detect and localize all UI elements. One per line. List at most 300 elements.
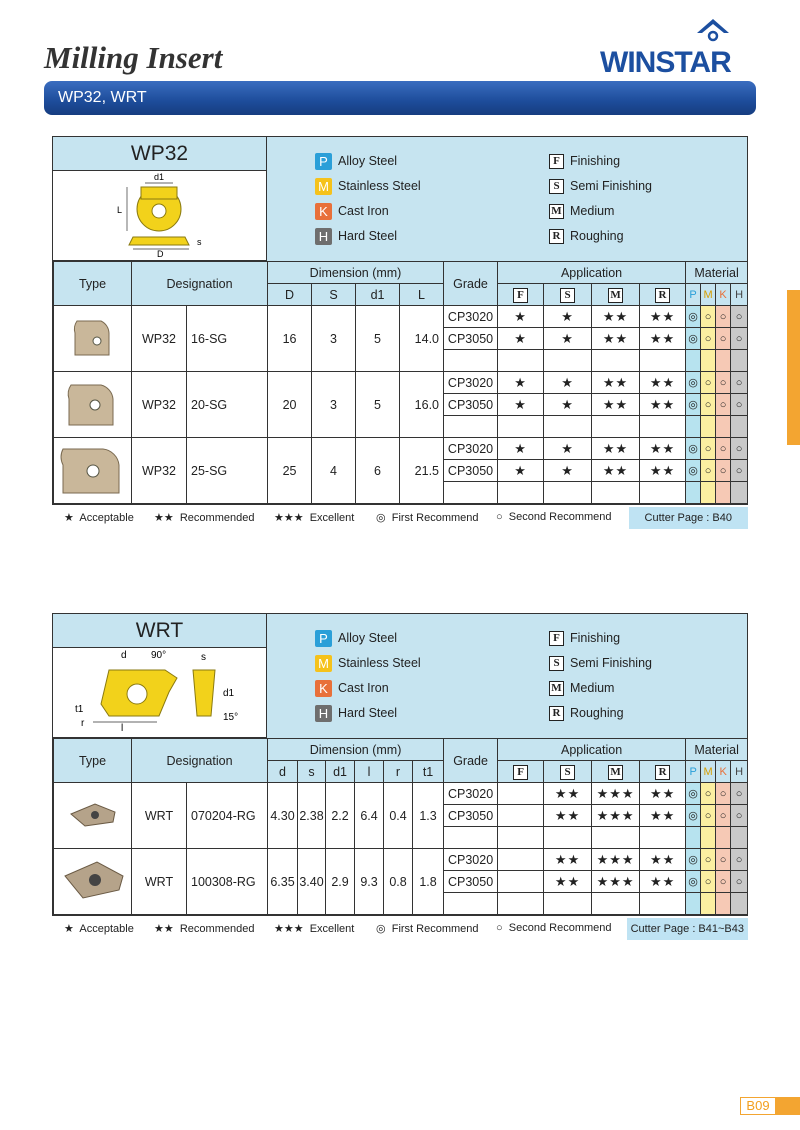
application-s-icon: S xyxy=(549,656,564,671)
empty-cell xyxy=(701,416,716,438)
app-header-m xyxy=(592,284,640,306)
legend-label: Acceptable xyxy=(79,923,134,935)
code-cell: 20-SG xyxy=(187,372,268,438)
legend-application-m xyxy=(549,678,614,698)
empty-cell xyxy=(592,893,640,915)
legend-label: Hard Steel xyxy=(338,229,398,243)
grade-cell: CP3020 xyxy=(444,783,498,805)
mat-cell: ○ xyxy=(716,394,731,416)
mat-cell: ○ xyxy=(701,438,716,460)
mat-cell: ○ xyxy=(731,460,748,482)
app-cell: ★★ xyxy=(592,394,640,416)
material-m-badge: M xyxy=(315,655,332,672)
grade-cell: CP3020 xyxy=(444,306,498,328)
series-cell: WRT xyxy=(132,849,187,915)
wp32-symbol-legend xyxy=(52,507,748,529)
mat-cell: ◎ xyxy=(686,372,701,394)
legend-label: Medium xyxy=(570,204,615,218)
wp32-technical-drawing xyxy=(53,171,267,261)
legend-application-r xyxy=(549,226,624,246)
empty-cell xyxy=(686,416,701,438)
legend-label: Semi Finishing xyxy=(570,179,652,193)
dim-cell: 6 xyxy=(356,438,400,504)
mat-header-h: H xyxy=(731,284,748,306)
app-header-r xyxy=(640,284,686,306)
app-header-s xyxy=(544,761,592,783)
app-header-f xyxy=(498,284,544,306)
wrt-drawing-l-label: l xyxy=(121,723,124,734)
dim-header: L xyxy=(400,284,444,306)
mat-cell: ○ xyxy=(731,306,748,328)
empty-cell xyxy=(731,482,748,504)
app-cell: ★ xyxy=(544,394,592,416)
dim-cell: 3 xyxy=(312,306,356,372)
code-cell: 25-SG xyxy=(187,438,268,504)
dim-cell: 16.0 xyxy=(400,372,444,438)
insert-photo-070204rg xyxy=(54,783,132,849)
legend-first-recommend xyxy=(376,922,479,935)
legend-material-m xyxy=(315,653,421,673)
mat-cell: ◎ xyxy=(686,460,701,482)
material-p-badge: P xyxy=(315,153,332,170)
header-dimension: Dimension (mm) xyxy=(268,739,444,761)
legend-label: Finishing xyxy=(570,631,621,645)
mat-cell: ○ xyxy=(731,372,748,394)
application-m-icon: M xyxy=(608,765,623,780)
wrt-drawing-r-label: r xyxy=(81,718,85,729)
empty-cell xyxy=(701,482,716,504)
legend-label: Roughing xyxy=(570,229,624,243)
app-cell: ★ xyxy=(498,306,544,328)
legend-label: First Recommend xyxy=(391,512,479,524)
mat-cell: ○ xyxy=(701,460,716,482)
dim-header: d xyxy=(268,761,298,783)
dim-header: s xyxy=(298,761,326,783)
app-cell: ★★★ xyxy=(592,871,640,893)
mat-cell: ○ xyxy=(716,849,731,871)
mat-header-m: M xyxy=(701,761,716,783)
legend-label: Stainless Steel xyxy=(338,656,421,670)
legend-label: Alloy Steel xyxy=(338,154,398,168)
mat-cell: ○ xyxy=(716,328,731,350)
grade-cell: CP3020 xyxy=(444,372,498,394)
header-designation: Designation xyxy=(132,739,268,783)
header-grade: Grade xyxy=(444,262,498,306)
empty-cell xyxy=(716,482,731,504)
empty-cell xyxy=(731,827,748,849)
app-cell xyxy=(498,849,544,871)
wrt-drawing-t1-label: t1 xyxy=(75,704,84,715)
app-header-r xyxy=(640,761,686,783)
mat-cell: ◎ xyxy=(686,849,701,871)
dim-cell: 2.2 xyxy=(326,783,355,849)
legend-label: Recommended xyxy=(179,512,255,524)
app-cell: ★ xyxy=(544,460,592,482)
empty-cell xyxy=(701,350,716,372)
legend-excellent xyxy=(274,922,354,935)
app-cell: ★★ xyxy=(640,849,686,871)
wrt-drawing-d-label: d xyxy=(121,650,127,661)
three-stars-icon: ★★★ xyxy=(274,923,304,935)
legend-application-m xyxy=(549,201,614,221)
empty-cell xyxy=(701,827,716,849)
empty-cell xyxy=(444,482,498,504)
two-stars-icon: ★★ xyxy=(154,512,174,524)
grade-cell: CP3020 xyxy=(444,849,498,871)
empty-cell xyxy=(498,893,544,915)
table-row xyxy=(54,849,748,871)
series-cell: WP32 xyxy=(132,438,187,504)
legend-material-k xyxy=(315,201,389,221)
empty-cell xyxy=(640,893,686,915)
empty-cell xyxy=(592,416,640,438)
double-circle-icon: ◎ xyxy=(376,923,386,935)
app-header-m xyxy=(592,761,640,783)
section-banner: WP32, WRT xyxy=(44,81,756,115)
application-s-icon: S xyxy=(560,765,575,780)
series-cell: WP32 xyxy=(132,372,187,438)
empty-cell xyxy=(731,350,748,372)
dim-cell: 1.8 xyxy=(413,849,444,915)
app-cell: ★ xyxy=(544,438,592,460)
header-application: Application xyxy=(498,262,686,284)
empty-cell xyxy=(444,893,498,915)
material-p-badge: P xyxy=(315,630,332,647)
legend-recommended xyxy=(154,922,254,935)
application-r-icon: R xyxy=(549,706,564,721)
chapter-tab xyxy=(787,290,800,445)
empty-cell xyxy=(731,416,748,438)
app-cell: ★★ xyxy=(592,306,640,328)
legend-label: Excellent xyxy=(309,923,355,935)
wp32-drawing-s-label: s xyxy=(197,237,202,247)
wrt-drawing-15-label: 15° xyxy=(223,712,239,723)
app-cell: ★★ xyxy=(640,783,686,805)
material-h-badge: H xyxy=(315,705,332,722)
app-cell: ★ xyxy=(544,372,592,394)
dim-cell: 6.35 xyxy=(268,849,298,915)
winstar-logo xyxy=(600,18,760,79)
app-cell: ★★★ xyxy=(592,849,640,871)
code-cell: 100308-RG xyxy=(187,849,268,915)
app-cell: ★★ xyxy=(592,372,640,394)
application-m-icon: M xyxy=(549,204,564,219)
grade-cell: CP3050 xyxy=(444,328,498,350)
empty-cell xyxy=(444,416,498,438)
application-s-icon: S xyxy=(560,288,575,303)
legend-material-p xyxy=(315,628,397,648)
legend-label: Second Recommend xyxy=(508,511,612,523)
app-cell: ★ xyxy=(544,328,592,350)
header-material: Material xyxy=(686,739,748,761)
legend-label: Stainless Steel xyxy=(338,179,421,193)
mat-cell: ○ xyxy=(701,394,716,416)
empty-cell xyxy=(640,827,686,849)
empty-cell xyxy=(640,482,686,504)
mat-header-k: K xyxy=(716,284,731,306)
legend-material-h xyxy=(315,226,397,246)
app-cell: ★ xyxy=(498,372,544,394)
table-row xyxy=(54,306,748,328)
app-cell: ★★ xyxy=(592,438,640,460)
empty-cell xyxy=(716,416,731,438)
app-cell: ★ xyxy=(498,438,544,460)
dim-cell: 3 xyxy=(312,372,356,438)
dim-header: S xyxy=(312,284,356,306)
application-r-icon: R xyxy=(655,288,670,303)
empty-cell xyxy=(686,827,701,849)
app-cell: ★★ xyxy=(640,394,686,416)
app-cell: ★★ xyxy=(640,871,686,893)
wrt-drawing-90-label: 90° xyxy=(151,650,167,661)
table-row xyxy=(54,783,748,805)
circle-icon: ○ xyxy=(496,922,503,934)
mat-cell: ◎ xyxy=(686,805,701,827)
mat-cell: ○ xyxy=(701,849,716,871)
wp32-model-name: WP32 xyxy=(53,137,267,171)
app-cell: ★★ xyxy=(544,849,592,871)
application-f-icon: F xyxy=(549,631,564,646)
dim-cell: 3.40 xyxy=(298,849,326,915)
mat-cell: ○ xyxy=(701,328,716,350)
dim-header: r xyxy=(384,761,413,783)
mat-header-k: K xyxy=(716,761,731,783)
series-cell: WP32 xyxy=(132,306,187,372)
mat-cell: ○ xyxy=(716,306,731,328)
three-stars-icon: ★★★ xyxy=(274,512,304,524)
app-cell xyxy=(498,783,544,805)
code-cell: 16-SG xyxy=(187,306,268,372)
mat-cell: ○ xyxy=(731,871,748,893)
legend-application-s xyxy=(549,653,652,673)
table-row xyxy=(54,438,748,460)
app-cell: ★★ xyxy=(640,328,686,350)
material-k-badge: K xyxy=(315,680,332,697)
empty-cell xyxy=(731,893,748,915)
empty-cell xyxy=(544,350,592,372)
grade-cell: CP3050 xyxy=(444,871,498,893)
dim-cell: 4 xyxy=(312,438,356,504)
material-h-badge: H xyxy=(315,228,332,245)
mat-cell: ◎ xyxy=(686,328,701,350)
wp32-drawing-d1-label: d1 xyxy=(154,172,165,182)
star-icon: ★ xyxy=(64,512,74,524)
legend-material-p xyxy=(315,151,397,171)
app-header-s xyxy=(544,284,592,306)
insert-photo-20sg xyxy=(54,372,132,438)
legend-first-recommend xyxy=(376,511,479,524)
wp32-panel xyxy=(52,136,748,505)
dim-cell: 6.4 xyxy=(355,783,384,849)
wp32-panel-header xyxy=(53,137,747,261)
empty-cell xyxy=(686,350,701,372)
app-cell: ★ xyxy=(498,328,544,350)
app-cell xyxy=(498,805,544,827)
header-designation: Designation xyxy=(132,262,268,306)
header-application: Application xyxy=(498,739,686,761)
mat-cell: ◎ xyxy=(686,871,701,893)
mat-cell: ○ xyxy=(716,438,731,460)
wrt-cutter-page[interactable]: Cutter Page : B41~B43 xyxy=(627,918,748,940)
page-number-bar xyxy=(776,1097,800,1115)
wp32-section xyxy=(52,136,748,529)
app-cell: ★★ xyxy=(544,871,592,893)
dim-cell: 2.38 xyxy=(298,783,326,849)
dim-cell: 4.30 xyxy=(268,783,298,849)
legend-label: Second Recommend xyxy=(508,922,612,934)
legend-material-m xyxy=(315,176,421,196)
legend-label: Cast Iron xyxy=(338,204,389,218)
empty-cell xyxy=(498,482,544,504)
two-stars-icon: ★★ xyxy=(154,923,174,935)
empty-cell xyxy=(640,416,686,438)
legend-label: Excellent xyxy=(309,512,355,524)
app-cell: ★★ xyxy=(640,438,686,460)
dim-cell: 1.3 xyxy=(413,783,444,849)
mat-header-m: M xyxy=(701,284,716,306)
mat-cell: ○ xyxy=(716,372,731,394)
wp32-drawing-d-label: D xyxy=(157,249,164,259)
legend-label: Finishing xyxy=(570,154,621,168)
dim-header: D xyxy=(268,284,312,306)
empty-cell xyxy=(498,416,544,438)
empty-cell xyxy=(640,350,686,372)
header-type: Type xyxy=(54,262,132,306)
legend-application-s xyxy=(549,176,652,196)
legend-label: Medium xyxy=(570,681,615,695)
insert-photo-16sg xyxy=(54,306,132,372)
wrt-legend xyxy=(267,614,747,738)
grade-cell: CP3020 xyxy=(444,438,498,460)
app-cell: ★★ xyxy=(640,372,686,394)
legend-application-r xyxy=(549,703,624,723)
empty-cell xyxy=(544,482,592,504)
application-m-icon: M xyxy=(549,681,564,696)
legend-second-recommend xyxy=(496,511,612,523)
dim-header: l xyxy=(355,761,384,783)
code-cell: 070204-RG xyxy=(187,783,268,849)
star-icon: ★ xyxy=(64,923,74,935)
app-cell: ★ xyxy=(498,394,544,416)
legend-material-h xyxy=(315,703,397,723)
mat-header-p: P xyxy=(686,761,701,783)
header-dimension: Dimension (mm) xyxy=(268,262,444,284)
dim-header: t1 xyxy=(413,761,444,783)
empty-cell xyxy=(544,893,592,915)
mat-cell: ○ xyxy=(716,805,731,827)
application-m-icon: M xyxy=(608,288,623,303)
empty-cell xyxy=(444,350,498,372)
grade-cell: CP3050 xyxy=(444,805,498,827)
mat-cell: ○ xyxy=(716,460,731,482)
wrt-symbol-legend xyxy=(52,918,748,940)
wrt-panel-header xyxy=(53,614,747,738)
wrt-technical-drawing xyxy=(53,648,267,738)
application-r-icon: R xyxy=(549,229,564,244)
material-m-badge: M xyxy=(315,178,332,195)
insert-photo-100308rg xyxy=(54,849,132,915)
empty-cell xyxy=(686,482,701,504)
empty-cell xyxy=(498,350,544,372)
dim-cell: 14.0 xyxy=(400,306,444,372)
mat-header-h: H xyxy=(731,761,748,783)
page-number: B09 xyxy=(740,1097,776,1115)
dim-header: d1 xyxy=(356,284,400,306)
mat-cell: ○ xyxy=(731,849,748,871)
app-header-f xyxy=(498,761,544,783)
dim-cell: 21.5 xyxy=(400,438,444,504)
dim-cell: 5 xyxy=(356,306,400,372)
app-cell: ★★★ xyxy=(592,783,640,805)
app-cell: ★ xyxy=(498,460,544,482)
application-f-icon: F xyxy=(513,765,528,780)
material-k-badge: K xyxy=(315,203,332,220)
dim-cell: 0.4 xyxy=(384,783,413,849)
legend-label: Alloy Steel xyxy=(338,631,398,645)
wrt-panel xyxy=(52,613,748,916)
dim-cell: 25 xyxy=(268,438,312,504)
legend-label: Cast Iron xyxy=(338,681,389,695)
empty-cell xyxy=(716,827,731,849)
legend-excellent xyxy=(274,511,354,524)
double-circle-icon: ◎ xyxy=(376,512,386,524)
legend-application-f xyxy=(549,151,620,171)
mat-header-p: P xyxy=(686,284,701,306)
wp32-cutter-page[interactable]: Cutter Page : B40 xyxy=(629,507,748,529)
legend-label: Recommended xyxy=(179,923,255,935)
legend-material-k xyxy=(315,678,389,698)
header-type: Type xyxy=(54,739,132,783)
circle-icon: ○ xyxy=(496,511,503,523)
mat-cell: ○ xyxy=(731,805,748,827)
table-row xyxy=(54,372,748,394)
dim-cell: 20 xyxy=(268,372,312,438)
legend-label: Acceptable xyxy=(79,512,134,524)
dim-cell: 5 xyxy=(356,372,400,438)
insert-photo-25sg xyxy=(54,438,132,504)
mat-cell: ○ xyxy=(731,783,748,805)
application-f-icon: F xyxy=(513,288,528,303)
empty-cell xyxy=(444,827,498,849)
app-cell: ★★ xyxy=(640,460,686,482)
mat-cell: ○ xyxy=(731,328,748,350)
mat-cell: ○ xyxy=(716,783,731,805)
dim-cell: 2.9 xyxy=(326,849,355,915)
legend-second-recommend xyxy=(496,922,612,934)
empty-cell xyxy=(592,827,640,849)
mat-cell: ○ xyxy=(701,306,716,328)
app-cell: ★★ xyxy=(640,805,686,827)
wp32-drawing-l-label: L xyxy=(117,205,123,215)
wrt-model-name: WRT xyxy=(53,614,267,648)
mat-cell: ○ xyxy=(701,805,716,827)
legend-label: Hard Steel xyxy=(338,706,398,720)
legend-recommended xyxy=(154,511,254,524)
dim-cell: 0.8 xyxy=(384,849,413,915)
dim-cell: 16 xyxy=(268,306,312,372)
mat-cell: ◎ xyxy=(686,394,701,416)
header-material: Material xyxy=(686,262,748,284)
app-cell: ★ xyxy=(544,306,592,328)
logo-text: WINSTAR xyxy=(600,46,731,79)
empty-cell xyxy=(716,350,731,372)
application-s-icon: S xyxy=(549,179,564,194)
legend-acceptable xyxy=(64,511,134,524)
legend-label: Roughing xyxy=(570,706,624,720)
grade-cell: CP3050 xyxy=(444,460,498,482)
empty-cell xyxy=(592,482,640,504)
app-cell: ★★ xyxy=(544,805,592,827)
